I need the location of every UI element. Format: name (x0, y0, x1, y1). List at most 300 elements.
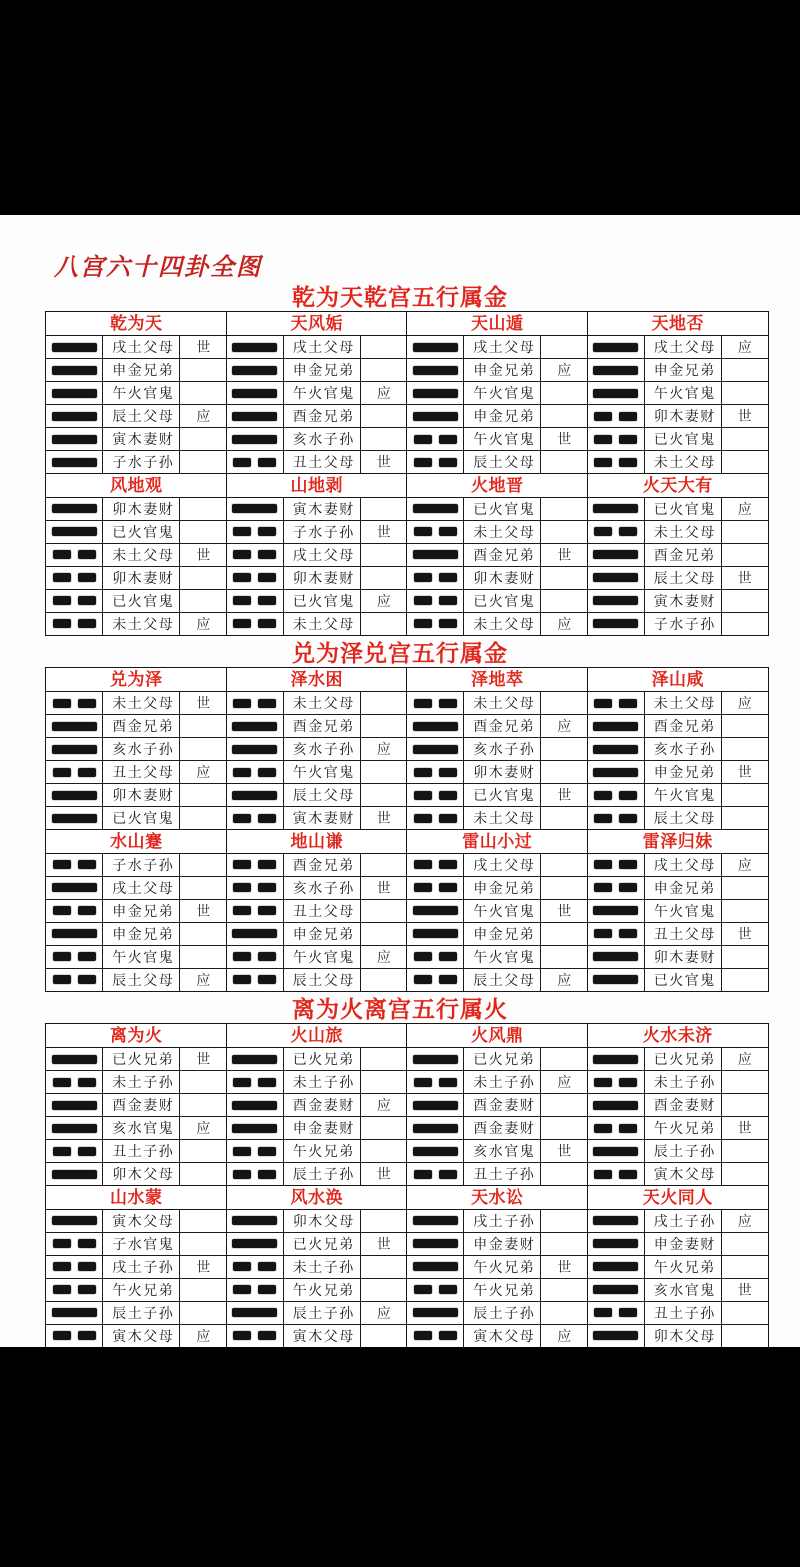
line-attribute-label: 申金妻财 (464, 1233, 541, 1255)
line-attribute-label: 午火兄弟 (464, 1279, 541, 1301)
line-attribute-label: 未土父母 (645, 692, 722, 714)
yang-line-icon (407, 1210, 464, 1232)
hexagram-line-row (46, 783, 226, 806)
yang-line-icon (588, 1210, 645, 1232)
shi-ying-marker: 世 (196, 546, 211, 563)
shi-ying-marker (722, 1256, 768, 1278)
yang-line-icon (407, 1048, 464, 1070)
line-attribute-label: 未土父母 (464, 521, 541, 543)
shi-ying-marker (361, 567, 407, 589)
yang-line-icon (588, 613, 645, 635)
yin-line-icon (227, 900, 284, 922)
yang-line-icon (227, 1117, 284, 1139)
hexagram-line-row (588, 1301, 768, 1324)
hexagram-line-row (227, 1232, 407, 1255)
shi-ying-marker (541, 590, 587, 612)
yin-line-icon (588, 1117, 645, 1139)
hexagram-name: 天火同人 (588, 1186, 768, 1210)
hexagram-line-row (588, 566, 768, 589)
line-attribute-label: 亥水子孙 (464, 738, 541, 760)
yin-line-icon (227, 1256, 284, 1278)
line-attribute-label: 已火官鬼 (103, 807, 180, 829)
hexagram-line-row (46, 1162, 226, 1185)
yin-line-icon (227, 969, 284, 991)
hexagram-line-row (46, 336, 226, 358)
shi-ying-marker: 世 (557, 787, 572, 804)
line-attribute-label: 戌土父母 (103, 877, 180, 899)
shi-ying-marker (541, 521, 587, 543)
shi-ying-marker (361, 405, 407, 427)
yang-line-icon (46, 923, 103, 945)
hexagram-line-row (407, 1139, 587, 1162)
line-attribute-label: 申金兄弟 (645, 761, 722, 783)
shi-ying-marker (180, 1140, 226, 1162)
yang-line-icon (407, 1094, 464, 1116)
yin-line-icon (46, 1071, 103, 1093)
yin-line-icon (46, 1233, 103, 1255)
hexagram-line-row (227, 1278, 407, 1301)
line-attribute-label: 卯木父母 (103, 1163, 180, 1185)
hexagram-block (406, 311, 588, 474)
yang-line-icon (46, 1163, 103, 1185)
hexagram-line-row (407, 427, 587, 450)
line-attribute-label: 已火官鬼 (103, 521, 180, 543)
hexagram-line-row (46, 1093, 226, 1116)
line-attribute-label: 申金兄弟 (645, 359, 722, 381)
line-attribute-label: 未土父母 (103, 692, 180, 714)
line-attribute-label: 寅木父母 (103, 1210, 180, 1232)
hexagram-body (588, 1048, 768, 1185)
hexagram-line-row (588, 450, 768, 473)
hexagram-block (226, 1023, 408, 1186)
line-attribute-label: 申金妻财 (284, 1117, 361, 1139)
shi-ying-marker: 应 (737, 856, 752, 873)
yin-line-icon (588, 923, 645, 945)
hexagram-line-row (46, 1278, 226, 1301)
yang-line-icon (588, 567, 645, 589)
line-attribute-label: 丑土父母 (284, 900, 361, 922)
hexagram-line-row (588, 854, 768, 876)
line-attribute-label: 未土父母 (464, 613, 541, 635)
shi-ying-marker (541, 1163, 587, 1185)
line-attribute-label: 酉金兄弟 (464, 715, 541, 737)
line-attribute-label: 亥水子孙 (645, 738, 722, 760)
yin-line-icon (588, 692, 645, 714)
line-attribute-label: 已火兄弟 (284, 1048, 361, 1070)
shi-ying-marker (361, 428, 407, 450)
hexagram-block (226, 1185, 408, 1347)
hexagram-block (406, 1185, 588, 1347)
yang-line-icon (227, 498, 284, 520)
hexagram-name: 火风鼎 (407, 1024, 587, 1048)
shi-ying-marker (722, 900, 768, 922)
shi-ying-marker: 世 (737, 764, 752, 781)
yin-line-icon (46, 1140, 103, 1162)
hexagram-body (227, 336, 407, 473)
hexagram-line-row (227, 692, 407, 714)
line-attribute-label: 酉金兄弟 (464, 544, 541, 566)
shi-ying-marker: 应 (557, 718, 572, 735)
line-attribute-label: 戌土父母 (464, 854, 541, 876)
yin-line-icon (588, 521, 645, 543)
hexagram-line-row (588, 1162, 768, 1185)
shi-ying-marker (361, 854, 407, 876)
yang-line-icon (227, 1233, 284, 1255)
shi-ying-marker (541, 946, 587, 968)
shi-ying-marker (361, 784, 407, 806)
hexagram-line-row (407, 566, 587, 589)
hexagram-line-row (407, 1093, 587, 1116)
yin-line-icon (227, 613, 284, 635)
yin-line-icon (588, 877, 645, 899)
hexagram-line-row (407, 1232, 587, 1255)
line-attribute-label: 午火官鬼 (284, 946, 361, 968)
line-attribute-label: 酉金兄弟 (284, 854, 361, 876)
shi-ying-marker (180, 715, 226, 737)
line-attribute-label: 已火兄弟 (645, 1048, 722, 1070)
line-attribute-label: 申金兄弟 (103, 900, 180, 922)
hexagram-block (45, 1023, 227, 1186)
hexagram-line-row (227, 1116, 407, 1139)
hexagram-line-row (588, 760, 768, 783)
yang-line-icon (46, 1210, 103, 1232)
hexagram-body (407, 1048, 587, 1185)
line-attribute-label: 午火官鬼 (464, 946, 541, 968)
yin-line-icon (407, 761, 464, 783)
hexagram-line-row (588, 427, 768, 450)
yin-line-icon (407, 451, 464, 473)
hexagram-line-row (46, 520, 226, 543)
hexagram-line-row (46, 566, 226, 589)
hexagram-line-row (588, 968, 768, 991)
hexagram-line-row (407, 760, 587, 783)
line-attribute-label: 辰土子孙 (103, 1302, 180, 1324)
line-attribute-label: 丑土子孙 (103, 1140, 180, 1162)
shi-ying-marker (361, 715, 407, 737)
shi-ying-marker: 世 (376, 454, 391, 471)
line-attribute-label: 未土父母 (284, 692, 361, 714)
yang-line-icon (588, 1048, 645, 1070)
hexagram-line-row (588, 498, 768, 520)
hexagram-row (46, 474, 768, 636)
yin-line-icon (227, 567, 284, 589)
line-attribute-label: 午火兄弟 (645, 1256, 722, 1278)
line-attribute-label: 丑土父母 (645, 923, 722, 945)
section-header: 兑为泽兑宫五行属金 (292, 640, 508, 666)
hexagram-body (588, 692, 768, 829)
shi-ying-marker (541, 1233, 587, 1255)
yin-line-icon (46, 854, 103, 876)
yang-line-icon (407, 900, 464, 922)
hexagram-name: 泽水困 (227, 668, 407, 692)
line-attribute-label: 未土子孙 (284, 1256, 361, 1278)
hexagram-name: 天山遁 (407, 312, 587, 336)
yin-line-icon (46, 567, 103, 589)
shi-ying-marker: 世 (376, 1235, 391, 1252)
shi-ying-marker (722, 428, 768, 450)
line-attribute-label: 未土子孙 (645, 1071, 722, 1093)
yin-line-icon (407, 521, 464, 543)
hexagram-line-row (588, 1116, 768, 1139)
line-attribute-label: 午火兄弟 (284, 1140, 361, 1162)
line-attribute-label: 未土子孙 (103, 1071, 180, 1093)
hexagram-name: 火山旅 (227, 1024, 407, 1048)
line-attribute-label: 丑土父母 (103, 761, 180, 783)
shi-ying-marker: 世 (557, 902, 572, 919)
shi-ying-marker (361, 544, 407, 566)
yang-line-icon (407, 1302, 464, 1324)
hexagram-line-row (227, 427, 407, 450)
shi-ying-marker (722, 544, 768, 566)
line-attribute-label: 辰土子孙 (284, 1163, 361, 1185)
hexagram-block (406, 1023, 588, 1186)
shi-ying-marker: 应 (557, 1074, 572, 1091)
yang-line-icon (588, 1140, 645, 1162)
hexagram-line-row (46, 899, 226, 922)
shi-ying-marker (722, 1140, 768, 1162)
line-attribute-label: 午火官鬼 (645, 900, 722, 922)
hexagram-line-row (588, 404, 768, 427)
hexagram-name: 泽地萃 (407, 668, 587, 692)
hexagram-block (587, 1185, 769, 1347)
line-attribute-label: 酉金兄弟 (284, 405, 361, 427)
hexagram-line-row (588, 381, 768, 404)
line-attribute-label: 未土子孙 (464, 1071, 541, 1093)
yang-line-icon (46, 1094, 103, 1116)
shi-ying-marker (541, 807, 587, 829)
hexagram-line-row (407, 520, 587, 543)
hexagram-line-row (46, 1301, 226, 1324)
line-attribute-label: 亥水官鬼 (464, 1140, 541, 1162)
line-attribute-label: 未土子孙 (284, 1071, 361, 1093)
shi-ying-marker: 世 (196, 339, 211, 356)
line-attribute-label: 卯木妻财 (103, 784, 180, 806)
yin-line-icon (227, 807, 284, 829)
line-attribute-label: 午火官鬼 (284, 761, 361, 783)
yang-line-icon (407, 544, 464, 566)
line-attribute-label: 寅木妻财 (645, 590, 722, 612)
hexagram-line-row (588, 543, 768, 566)
yin-line-icon (588, 1302, 645, 1324)
yang-line-icon (588, 544, 645, 566)
yin-line-icon (227, 544, 284, 566)
hexagram-block (226, 311, 408, 474)
yin-line-icon (46, 946, 103, 968)
hexagram-line-row (46, 876, 226, 899)
shi-ying-marker: 世 (196, 902, 211, 919)
yang-line-icon (588, 382, 645, 404)
line-attribute-label: 卯木妻财 (645, 946, 722, 968)
hexagram-line-row (407, 692, 587, 714)
hexagram-body (46, 692, 226, 829)
yang-line-icon (46, 428, 103, 450)
hexagram-line-row (588, 1048, 768, 1070)
hexagram-line-row (46, 427, 226, 450)
line-attribute-label: 酉金兄弟 (284, 715, 361, 737)
hexagram-body (588, 336, 768, 473)
hexagram-line-row (46, 1324, 226, 1347)
shi-ying-marker (180, 382, 226, 404)
yang-line-icon (46, 336, 103, 358)
line-attribute-label: 已火兄弟 (103, 1048, 180, 1070)
hexagram-line-row (46, 589, 226, 612)
line-attribute-label: 午火官鬼 (284, 382, 361, 404)
shi-ying-marker: 世 (737, 1120, 752, 1137)
hexagram-line-row (46, 612, 226, 635)
shi-ying-marker (361, 359, 407, 381)
shi-ying-marker (541, 1048, 587, 1070)
hexagram-row (46, 312, 768, 474)
line-attribute-label: 申金兄弟 (464, 405, 541, 427)
hexagram-line-row (227, 566, 407, 589)
yin-line-icon (227, 1140, 284, 1162)
hexagram-line-row (588, 358, 768, 381)
line-attribute-label: 寅木父母 (645, 1163, 722, 1185)
shi-ying-marker (541, 1210, 587, 1232)
line-attribute-label: 已火兄弟 (284, 1233, 361, 1255)
hexagram-line-row (46, 854, 226, 876)
yang-line-icon (588, 359, 645, 381)
line-attribute-label: 已火官鬼 (103, 590, 180, 612)
yin-line-icon (588, 784, 645, 806)
shi-ying-marker (180, 567, 226, 589)
shi-ying-marker (722, 521, 768, 543)
shi-ying-marker (541, 451, 587, 473)
hexagram-body (588, 854, 768, 991)
shi-ying-marker (361, 498, 407, 520)
hexagram-name: 雷山小过 (407, 830, 587, 854)
yang-line-icon (407, 405, 464, 427)
shi-ying-marker (361, 1279, 407, 1301)
hexagram-block (587, 667, 769, 830)
hexagram-line-row (227, 714, 407, 737)
yang-line-icon (46, 1117, 103, 1139)
line-attribute-label: 未土父母 (645, 521, 722, 543)
hexagram-name: 天水讼 (407, 1186, 587, 1210)
yin-line-icon (407, 590, 464, 612)
line-attribute-label: 寅木父母 (103, 1325, 180, 1347)
shi-ying-marker (180, 877, 226, 899)
hexagram-name: 兑为泽 (46, 668, 226, 692)
hexagram-line-row (407, 1070, 587, 1093)
yang-line-icon (46, 715, 103, 737)
line-attribute-label: 辰土父母 (103, 969, 180, 991)
shi-ying-marker: 应 (376, 741, 391, 758)
yang-line-icon (407, 382, 464, 404)
yang-line-icon (407, 1256, 464, 1278)
shi-ying-marker (361, 613, 407, 635)
hexagram-line-row (407, 922, 587, 945)
line-attribute-label: 亥水子孙 (284, 738, 361, 760)
line-attribute-label: 已火官鬼 (284, 590, 361, 612)
yin-line-icon (227, 854, 284, 876)
hexagram-line-row (227, 922, 407, 945)
shi-ying-marker (722, 715, 768, 737)
line-attribute-label: 戌土父母 (284, 336, 361, 358)
shi-ying-marker (180, 359, 226, 381)
shi-ying-marker (722, 784, 768, 806)
line-attribute-label: 戌土父母 (464, 336, 541, 358)
yang-line-icon (227, 784, 284, 806)
line-attribute-label: 卯木妻财 (103, 567, 180, 589)
line-attribute-label: 未土父母 (464, 692, 541, 714)
yin-line-icon (227, 1279, 284, 1301)
shi-ying-marker (541, 336, 587, 358)
shi-ying-marker: 世 (557, 1258, 572, 1275)
hexagram-line-row (588, 336, 768, 358)
section-li-palace (0, 996, 800, 1347)
letterbox-top (0, 0, 800, 215)
line-attribute-label: 卯木父母 (284, 1210, 361, 1232)
hexagram-line-row (407, 1324, 587, 1347)
shi-ying-marker: 应 (557, 615, 572, 632)
line-attribute-label: 酉金兄弟 (645, 715, 722, 737)
shi-ying-marker (361, 923, 407, 945)
hexagram-line-row (588, 589, 768, 612)
shi-ying-marker (722, 946, 768, 968)
shi-ying-marker (180, 946, 226, 968)
hexagram-block (406, 667, 588, 830)
yang-line-icon (407, 923, 464, 945)
yang-line-icon (407, 1140, 464, 1162)
line-attribute-label: 酉金妻财 (284, 1094, 361, 1116)
shi-ying-marker (180, 854, 226, 876)
shi-ying-marker (180, 807, 226, 829)
hexagram-line-row (227, 358, 407, 381)
hexagram-line-row (588, 899, 768, 922)
line-attribute-label: 亥水子孙 (284, 877, 361, 899)
yang-line-icon (46, 784, 103, 806)
shi-ying-marker (541, 405, 587, 427)
shi-ying-marker (361, 900, 407, 922)
shi-ying-marker: 应 (737, 1212, 752, 1229)
yin-line-icon (46, 900, 103, 922)
yang-line-icon (227, 1302, 284, 1324)
hexagram-name: 地山谦 (227, 830, 407, 854)
shi-ying-marker (180, 923, 226, 945)
line-attribute-label: 子水子孙 (645, 613, 722, 635)
yin-line-icon (407, 1071, 464, 1093)
hexagram-line-row (588, 806, 768, 829)
line-attribute-label: 丑土父母 (284, 451, 361, 473)
hexagram-line-row (407, 854, 587, 876)
shi-ying-marker (722, 590, 768, 612)
hexagram-line-row (46, 922, 226, 945)
yang-line-icon (407, 1233, 464, 1255)
hexagram-line-row (588, 1324, 768, 1347)
shi-ying-marker (722, 1163, 768, 1185)
hexagram-line-row (227, 381, 407, 404)
shi-ying-marker: 应 (196, 1120, 211, 1137)
line-attribute-label: 已火官鬼 (645, 498, 722, 520)
hexagram-line-row (588, 922, 768, 945)
hexagram-block (587, 473, 769, 636)
line-attribute-label: 午火官鬼 (103, 382, 180, 404)
shi-ying-marker: 世 (557, 431, 572, 448)
yang-line-icon (588, 715, 645, 737)
shi-ying-marker: 应 (557, 1327, 572, 1344)
line-attribute-label: 已火官鬼 (645, 969, 722, 991)
hexagram-name: 泽山咸 (588, 668, 768, 692)
hexagram-line-row (227, 1255, 407, 1278)
hexagram-body (407, 854, 587, 991)
hexagram-line-row (588, 1232, 768, 1255)
shi-ying-marker: 世 (557, 1143, 572, 1160)
shi-ying-marker (541, 692, 587, 714)
hexagram-line-row (407, 1278, 587, 1301)
hexagram-line-row (46, 945, 226, 968)
yin-line-icon (407, 692, 464, 714)
